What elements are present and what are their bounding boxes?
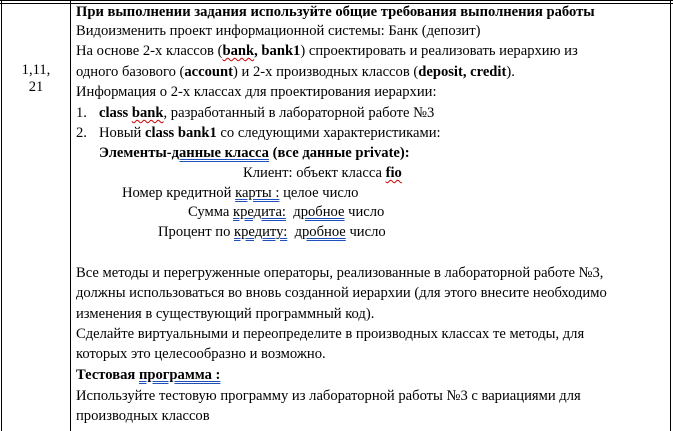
text: дробное bbox=[294, 224, 346, 240]
text: На основе 2-х классов ( bbox=[76, 43, 223, 59]
text: ) и 2-х производных классов ( bbox=[233, 64, 419, 80]
text: Сумма bbox=[188, 204, 233, 220]
list-item-1 bbox=[76, 104, 434, 123]
table-right-border bbox=[670, 0, 671, 431]
text: программа : bbox=[138, 367, 221, 383]
task-line-2 bbox=[76, 42, 578, 61]
text: дробное bbox=[293, 204, 345, 220]
text: одного базового ( bbox=[76, 64, 185, 80]
list-item-2 bbox=[76, 124, 441, 143]
list-number: 1. bbox=[76, 105, 87, 121]
text bbox=[287, 224, 294, 240]
text: число bbox=[345, 224, 386, 240]
table-top-border bbox=[0, 0, 673, 1]
class-names-derived: deposit, credit bbox=[418, 64, 507, 80]
field-client bbox=[243, 164, 402, 183]
text: (все данные private): bbox=[268, 145, 410, 161]
class-name-bank: bank bbox=[131, 105, 164, 121]
paragraph-methods-line-1: Все методы и перегруженные операторы, реализованные в лабораторной работе №3, bbox=[76, 265, 604, 281]
task-line-3 bbox=[76, 63, 515, 82]
text: ). bbox=[506, 64, 515, 80]
paragraph-methods-line-3: изменения в существующий программный код). bbox=[76, 306, 375, 322]
text: Номер кредитной bbox=[122, 185, 236, 201]
text: ) спроектировать и реализовать иерархию из bbox=[300, 43, 578, 59]
text: Процент по bbox=[158, 224, 235, 240]
field-credit-amount bbox=[188, 203, 384, 222]
task-line-4: Информация о 2-х классах для проектирования иерархии: bbox=[76, 84, 437, 100]
paragraph-methods-line-2: должны использоваться во вновь созданной иерархии (для этого внесите необходимо bbox=[76, 285, 607, 301]
class-name-bank: bank bbox=[222, 43, 255, 59]
row-number: 1,11, 21 bbox=[21, 62, 51, 95]
paragraph-virtual-line-1: Сделайте виртуальными и переопределите в производных классах те методы, для bbox=[76, 326, 585, 342]
text: , bbox=[254, 43, 258, 59]
instructions-heading: При выполнении задания используйте общие требования выполнения работы bbox=[76, 4, 595, 20]
text: кредиту: bbox=[234, 224, 288, 240]
text: , bbox=[163, 105, 168, 121]
class-name-bank1: class bank1 bbox=[145, 125, 217, 141]
list-number: 2. bbox=[76, 125, 87, 141]
text: данные класса bbox=[171, 145, 269, 161]
task-line-1: Видоизменить проект информационной системы: Банк (депозит) bbox=[76, 23, 481, 39]
text: кредита: bbox=[232, 204, 286, 220]
text: class bbox=[99, 105, 132, 121]
text: со следующими характеристиками: bbox=[216, 125, 441, 141]
text: разработанный в лабораторной работе №3 bbox=[167, 105, 435, 121]
test-program-heading bbox=[76, 366, 220, 385]
paragraph-virtual-line-2: которых это целесообразно и возможно. bbox=[76, 346, 326, 362]
data-members-heading bbox=[99, 144, 410, 163]
text: карты : bbox=[235, 185, 280, 201]
table-left-border bbox=[1, 0, 2, 431]
paragraph-test-line-1: Используйте тестовую программу из лабораторной работы №3 с вариациями для bbox=[76, 388, 581, 404]
paragraph-test-line-2: производных классов bbox=[76, 408, 210, 424]
text: целое число bbox=[279, 185, 359, 201]
text: Новый bbox=[99, 125, 145, 141]
class-name-account: account bbox=[184, 64, 234, 80]
text: Клиент: объект класса bbox=[243, 165, 386, 181]
text: Элементы- bbox=[99, 145, 172, 161]
text: Тестовая bbox=[76, 367, 139, 383]
text: число bbox=[344, 204, 385, 220]
field-card-number bbox=[122, 184, 358, 203]
class-name-fio: fio bbox=[385, 165, 402, 181]
class-name-bank1: bank1 bbox=[257, 43, 301, 59]
table-column-divider bbox=[70, 0, 71, 431]
field-credit-percent bbox=[158, 223, 386, 242]
